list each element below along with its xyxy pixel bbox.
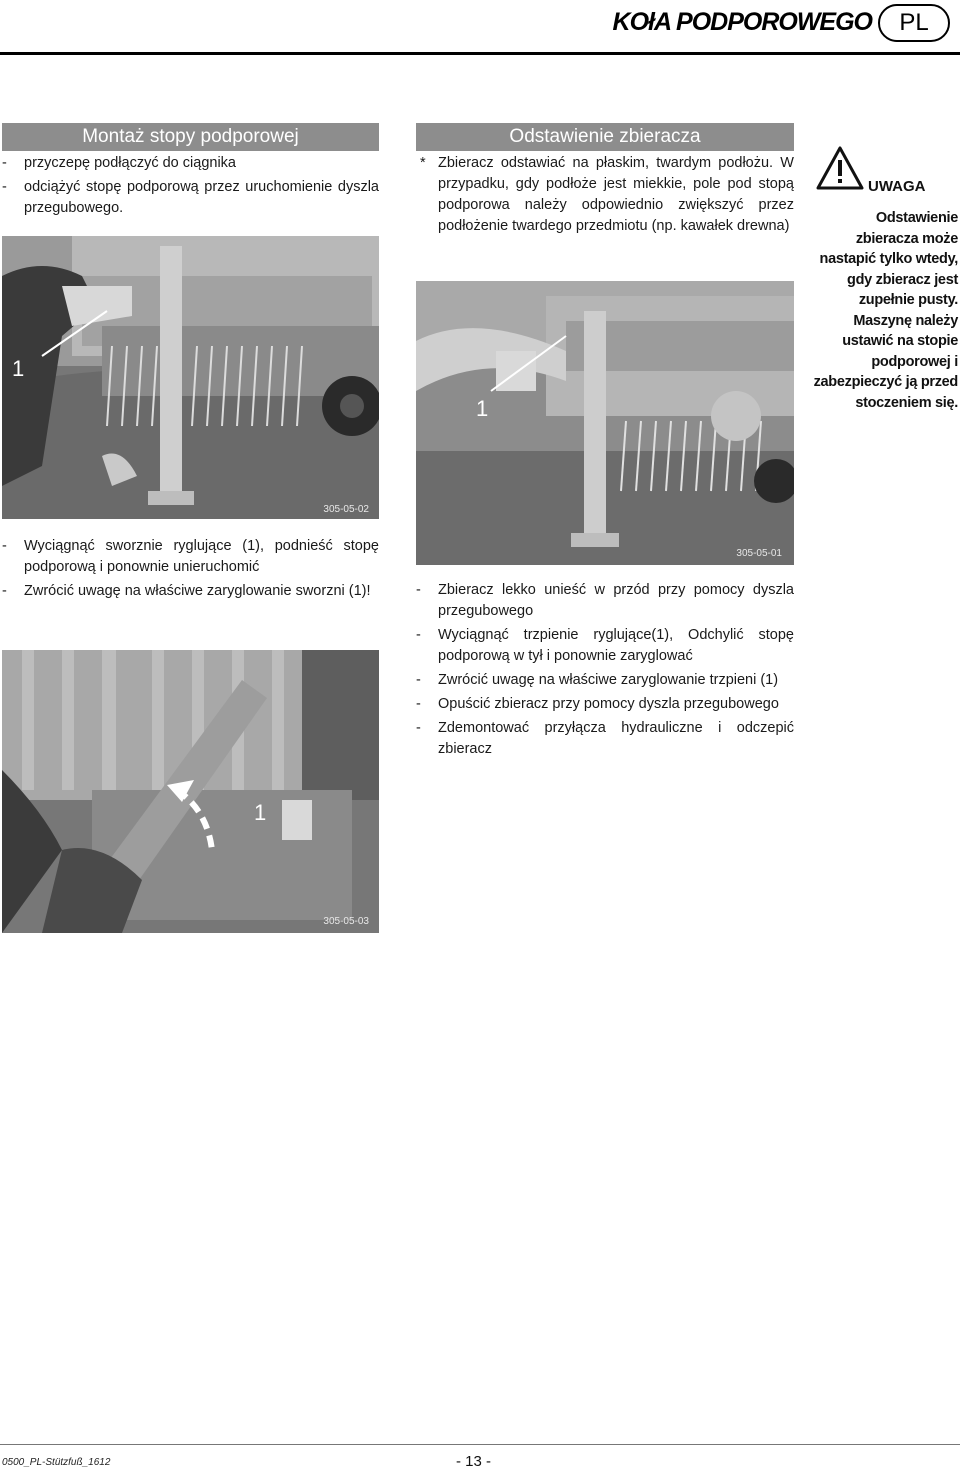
list-item: - Zwrócić uwagę na właściwe zaryglowanie trzpieni (1): [416, 672, 779, 688]
page-title: KOłA PODPOROWEGO: [612, 8, 872, 36]
photo-support-foot-mounting: [2, 236, 379, 519]
language-badge: PL: [878, 4, 950, 42]
footer-rule: [0, 1444, 960, 1445]
steps-right-list: [416, 580, 794, 763]
list-item: - Wyciągnąć sworznie ryglujące (1), podnieść stopę podporową i ponownie unieruchomić: [2, 538, 379, 575]
section-title-mounting: Montaż stopy podporowej: [2, 123, 379, 151]
photo-support-foot-folded: [2, 650, 379, 933]
warning-title: UWAGA: [868, 178, 926, 195]
photo-code: 305-05-01: [736, 548, 782, 559]
header-rule: [0, 52, 960, 55]
list-item: - Wyciągnąć trzpienie ryglujące(1), Odchylić stopę podporową w tył i ponownie zaryglować: [416, 627, 794, 664]
list-item: - odciążyć stopę podporową przez uruchomienie dyszla przegubowego.: [2, 179, 379, 216]
photo-code: 305-05-03: [323, 916, 369, 927]
list-item: - przyczepę podłączyć do ciągnika: [2, 155, 236, 171]
callout-number: 1: [476, 396, 489, 421]
warning-triangle-icon: [815, 145, 865, 191]
warning-text: Odstawienie zbieracza może nastapić tylko wtedy, gdy zbieracz jest zupełnie pusty. Maszynę należy ustawić na stopie podporowej i zabezpieczyć ją przed stoczeniem się.: [813, 210, 958, 411]
mounting-list: [2, 153, 379, 222]
steps-left-list: [2, 536, 379, 605]
callout-number: 1: [12, 356, 25, 381]
parking-list: [416, 153, 794, 240]
list-item: * Zbieracz odstawiać na płaskim, twardym podłożu. W przypadku, gdy podłoże jest miekkie, pole pod stopą podporowa należy odpowiednio zwiększyć przez podłożenie twardego przedmiotu (np. kawałek drewna): [420, 155, 794, 234]
list-item: - Opuścić zbieracz przy pomocy dyszla przegubowego: [416, 696, 779, 712]
photo-code: 305-05-02: [323, 504, 369, 515]
photo-parked-pickup: [416, 281, 794, 565]
footer-doc-code: 0500_PL-Stützfuß_1612: [2, 1457, 111, 1468]
list-item: - Zbieracz lekko unieść w przód przy pomocy dyszla przegubowego: [416, 582, 794, 619]
callout-number: 1: [254, 800, 267, 825]
list-item: - Zdemontować przyłącza hydrauliczne i odczepić zbieracz: [416, 720, 794, 757]
page-number: - 13 -: [456, 1453, 492, 1470]
list-item: - Zwrócić uwagę na właściwe zaryglowanie sworzni (1)!: [2, 583, 371, 599]
section-title-parking: Odstawienie zbieracza: [416, 123, 794, 151]
